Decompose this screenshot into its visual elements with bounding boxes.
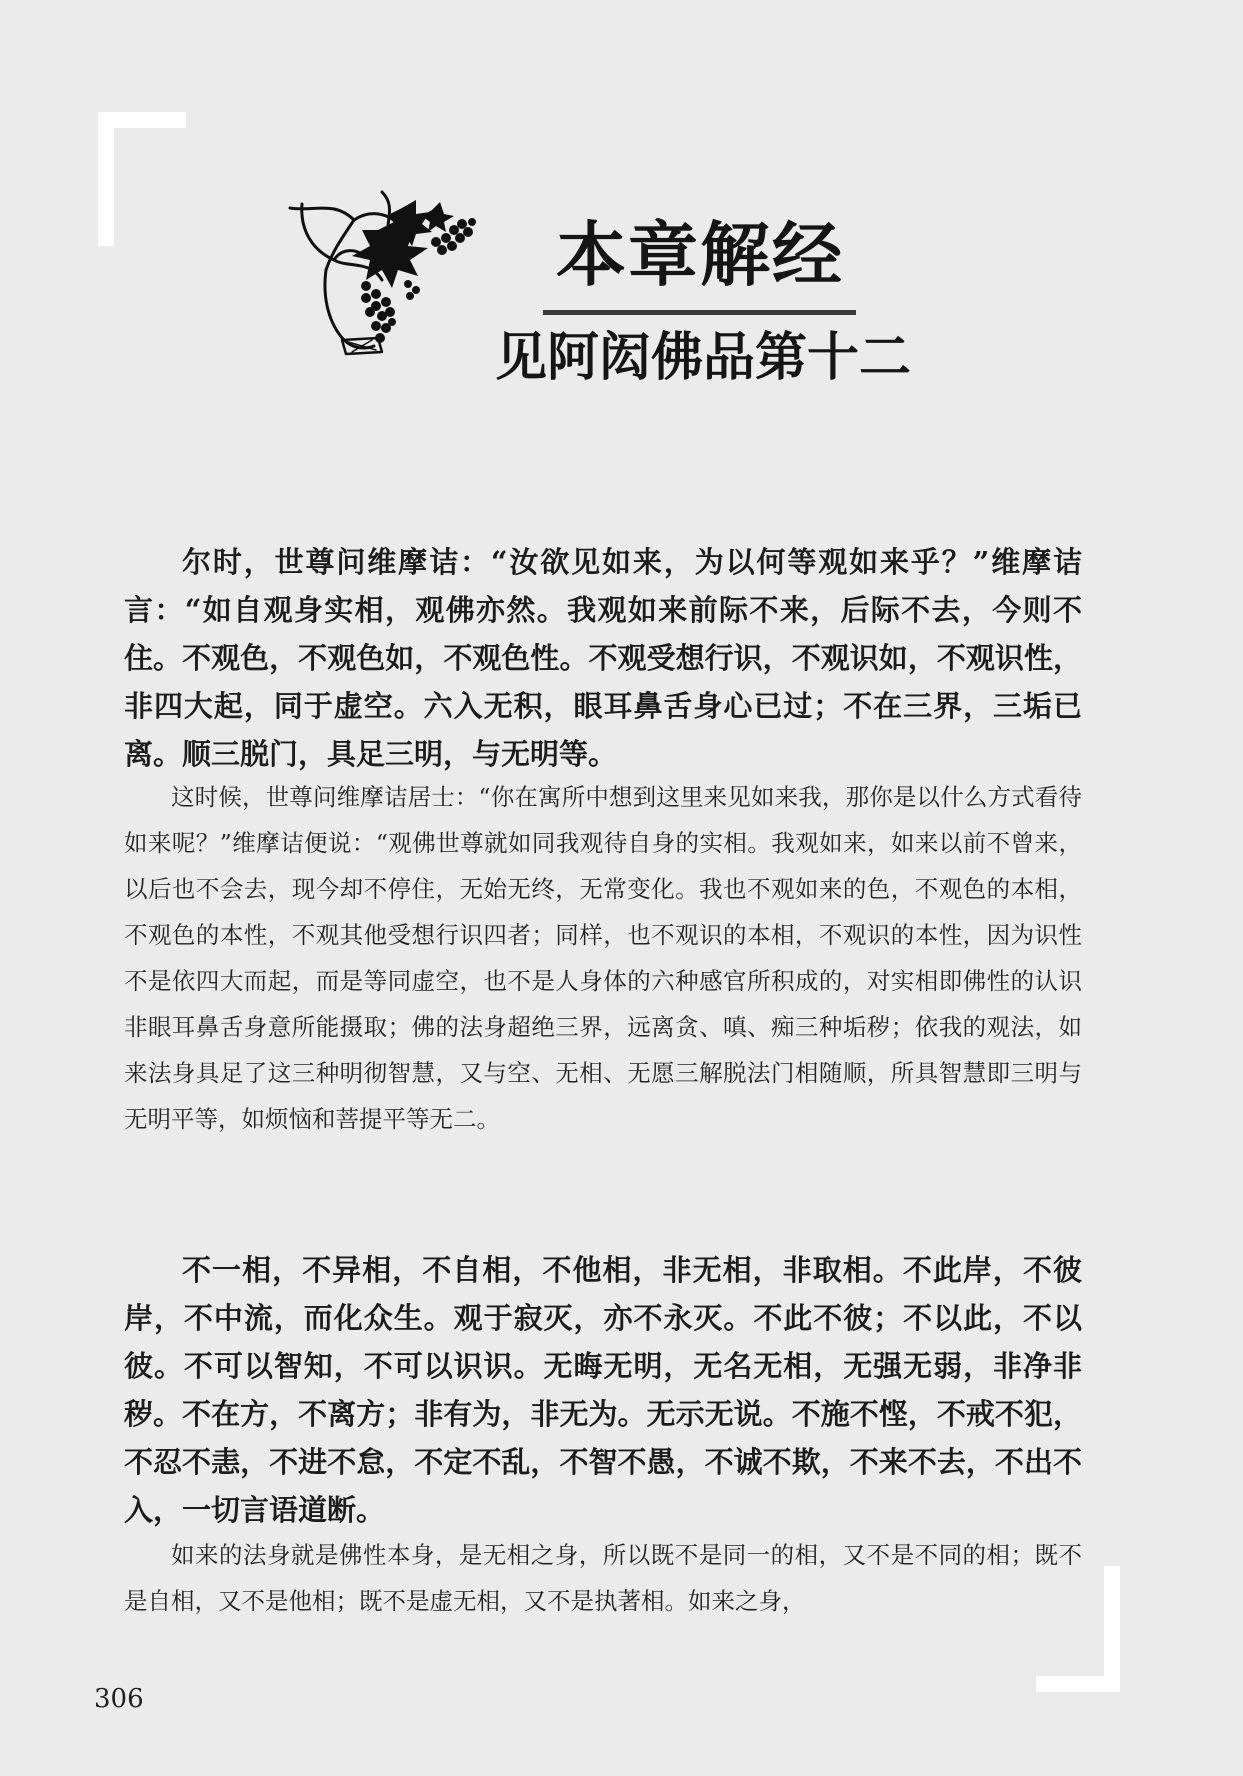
heading-divider [543,310,856,315]
page-number: 306 [94,1684,144,1714]
sutra-paragraph-2: 不一相，不异相，不自相，不他相，非无相，非取相。不此岸，不彼岸，不中流，而化众生。观于寂灭，亦不永灭。不此不彼；不以此，不以彼。不可以智知，不可以识识。无晦无明，无名无相，无强无弱，非净非秽。不在方，不离方；非有为，非无为。无示无说。不施不悭，不戒不犯，不忍不恚，不进不怠，不定不乱，不智不愚，不诚不欺，不来不去，不出不入，一切言语道断。 [124,1253,1082,1527]
translation-paragraph-1: 这时候，世尊问维摩诘居士：“你在寓所中想到这里来见如来我，那你是以什么方式看待如来呢？”维摩诘便说：“观佛世尊就如同我观待自身的实相。我观如来，如来以前不曾来，以后也不会去，现今却不停住，无始无终，无常变化。我也不观如来的色，不观色的本相，不观色的本性，不观其他受想行识四者；同样，也不观识的本相，不观识的本性，因为识性不是依四大而起，而是等同虚空，也不是人身体的六种感官所积成的，对实相即佛性的认识非眼耳鼻舌身意所能摄取；佛的法身超绝三界，远离贪、嗔、痴三种垢秽；依我的观法，如来法身具足了这三种明彻智慧，又与空、无相、无愿三解脱法门相随顺，所具智慧即三明与无明平等，如烦恼和菩提平等无二。 [124,783,1082,1133]
corner-mark-top-left [98,112,186,246]
translation-paragraph-2: 如来的法身就是佛性本身，是无相之身，所以既不是同一的相，又不是不同的相；既不是自相，又不是他相；既不是虚无相，又不是执著相。如来之身， [124,1541,1082,1615]
chapter-heading-title: 本章解经 [556,214,844,296]
grape-vine-ornament-icon [282,190,482,370]
chapter-heading-subtitle: 见阿闳佛品第十二 [494,328,911,388]
sutra-paragraph-1: 尔时，世尊问维摩诘：“汝欲见如来，为以何等观如来乎？”维摩诘言：“如自观身实相，观佛亦然。我观如来前际不来，后际不去，今则不住。不观色，不观色如，不观色性。不观受想行识，不观识如，不观识性，非四大起，同于虚空。六入无积，眼耳鼻舌身心已过；不在三界，三垢已离。顺三脱门，具足三明，与无明等。 [124,545,1082,771]
